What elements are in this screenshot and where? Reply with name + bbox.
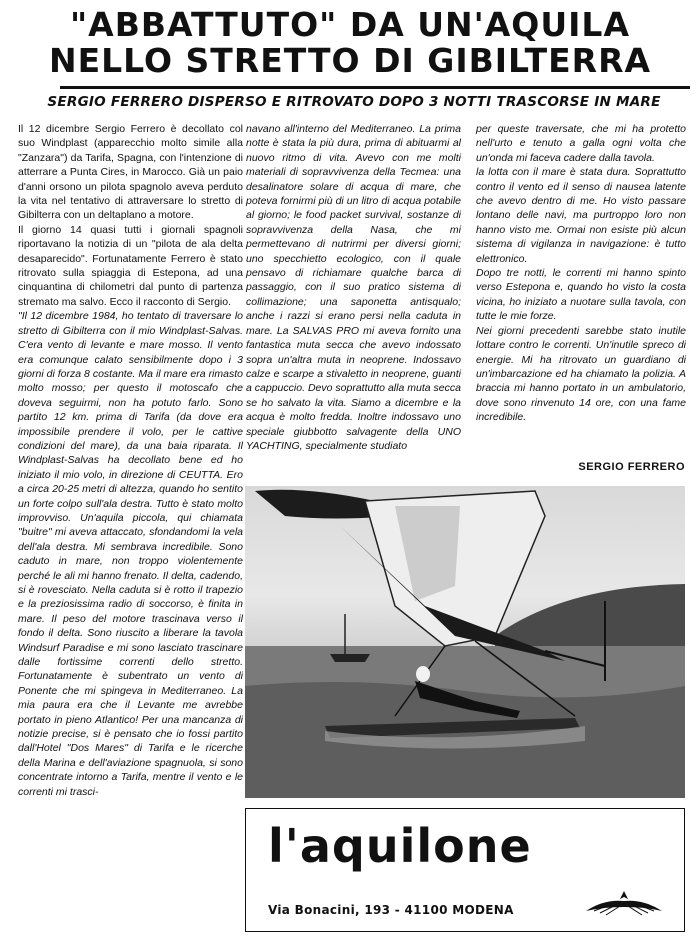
story-continued: navano all'interno del Mediterraneo. La prima notte è stata la più dura, prima di abituarmi al nuovo ritmo di vita. Avevo con me molti materiali di sopravvivenza della Tecmea: una desalinatore solare di acqua di mare, che poteva fornirmi più di un litro di acqua potabile al giorno; le food packet survival, sostanze di sopravvivenza della Nasa, che mi permettevano di nutrirmi per diversi giorni; uno specchietto ecologico, con il quale pensavo di richiamare qualche barca di passaggio, con il suo pratico sistema di collimazione; una saponetta antisqualo; anche i razzi si erano persi nella caduta in mare. La SALVAS PRO mi aveva fornito una fantastica muta secca che avevo indossato sopra un'altra muta in neoprene. Indossavo calze e scarpe a stivaletto in neoprene, guanti a cappuccio. Devo soprattutto alla muta secca se ho salvato la vita. Siamo a dicembre e la acqua è molto fredda. Inoltre indossavo uno speciale giubbotto salvagente della UNO YACHTING, specialmente studiato [246,123,461,452]
story-paragraph-3a: per queste traversate, che mi ha protetto nell'urto e tenuto a galla ogni volta che un'onda mi faceva cadere dalla tavola. [476,123,686,164]
aquilone-logo: l'aquilone [268,819,532,873]
headline-line-2: NELLO STRETTO DI GIBILTERRA [48,41,652,80]
intro-paragraph-2: Il giorno 14 quasi tutti i giornali spagnoli riportavano la notizia di un "pilota de ala delta desaparecido". Fortunatamente Ferrero è stato ritrovato sulla spiaggia di Estepona, ad una cinquantina di chilometri dal punto di partenza stremato ma salvo. Ecco il racconto di Sergio. [18,223,243,308]
intro-paragraph: Il 12 dicembre Sergio Ferrero è decollato col suo Windplast (apparecchio molto simile alla "Zanzara") da Tarifa, Spagna, con l'intenzione di atterrare a Punta Cires, in Marocco. Già un paio d'anni orsono un pilota spagnolo aveva perduto la vita nel tentativo di attraversare lo stretto di Gibilterra con un deltaplano a motore. [18,123,243,222]
aquilone-advertisement [245,808,685,932]
author-signature: SERGIO FERRERO [578,461,685,473]
aquilone-address: Via Bonacini, 193 - 41100 MODENA [268,903,514,917]
story-paragraph-3d: Nei giorni precedenti sarebbe stato inutile lottare contro le correnti. Un'inutile spreco di energie. Mi ha ritrovato un guardiano di un'imbarcazione ed ha chiamato la polizia. A braccia mi hanno portato in un ambulatorio, dove sono rinvenuto 14 ore, con una fame incredibile. [476,324,686,424]
article-column-1 [18,122,243,799]
windplast-photo-illustration [245,486,685,798]
article-column-2 [246,122,461,453]
story-paragraph-3c: Dopo tre notti, le correnti mi hanno spinto verso Estepona e, quando ho visto la costa vicina, ho iniziato a nuotare sulla tavola, con tutte le mie forze. [476,267,686,323]
headline-rule [60,86,690,89]
story-paragraph: "Il 12 dicembre 1984, ho tentato di traversare lo stretto di Gibilterra con il mio Windplast-Salvas. C'era vento di levante e mare mosso. Il vento era comunque calato sensibilmente dopo i 3 giorni di forza 8 costante. Ma il mare era rimasto molto mosso; per questo il motoscafo che doveva seguirmi, non ha potuto farlo. Sono partito 12 km. prima di Tarifa (da dove era impossibile prendere il volo, per le cattive condizioni del mare), da una baia riparata. Il Windplast-Salvas ha decollato bene ed ho iniziato il mio volo, in direzione di CEUTTA. Ero a circa 20-25 metri di altezza, quando ho sentito un forte colpo sull'ala destra. Tutto è stato molto improvviso. Un'aquila piccola, qui chiamata "buitre" mi aveva attaccato, sfondandomi la vela dell'ala destra. Mi sembrava incredibile. Sono caduto in mare, non troppo violentemente perché le ali mi hanno frenato. Il delta, cadendo, si è rovesciato. Nella caduta si è rotto il trapezio e la preziosissima radio di soccorso, è finita in mare. Il peso del motore trascinava verso il fondo il delta. Sono riuscito a liberare la tavola Windsurf Paradise e mi sono lasciato trascinare dalle fortissime correnti dello stretto. Fortunatamente è subentrato un vento di Ponente che mi spingeva in Mediterraneo. La mia paura era che il Levante me avrebbe portato in pieno Atlantico! Per una mancanza di notizie precise, si è pensato che io fossi partito dall'Hotel "Dos Mares" di Tarifa e le ricerche della Marina e dell'aviazione spagnuola, si sono concentrate intorno a Tarifa, mentre il vento e le correnti mi trasci- [18,310,243,798]
headline-line-1: "ABBATTUTO" DA UN'AQUILA [69,5,630,44]
article-column-3 [476,122,686,425]
subtitle: SERGIO FERRERO DISPERSO E RITROVATO DOPO 3 NOTTI TRASCORSE IN MARE [47,94,661,110]
windplast-photo [245,486,685,798]
story-paragraph-3b: la lotta con il mare è stata dura. Soprattutto contro il vento ed il senso di nausea latente che avevo dentro di me. Ho visto passare lontano delle navi, ma purtroppo loro non hanno visto me. Ormai non esiste più alcun sistema di vigilanza in navigazione: è tutto elettronico. [476,166,686,265]
eagle-icon [584,885,664,921]
